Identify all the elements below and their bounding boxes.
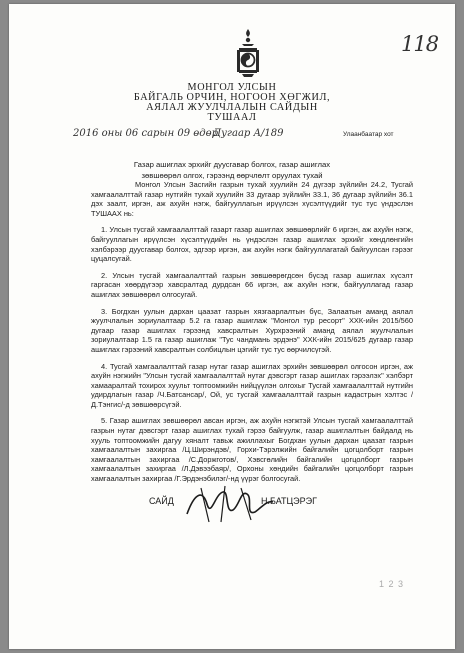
header-country: МОНГОЛ УЛСЫН [187,82,277,93]
soyombo-emblem-icon [233,28,263,78]
order-date: 2016 оны 06 сарын 09 өдөр [73,128,219,139]
signer-title: САЙД [149,496,174,506]
clause-3: 3. Богдхан уулын дархан цаазат газрын хязгаарлалтын бүс, Залаатын аманд аялал жуулчлалын зориулалтаар 5.2 га газар ашиглаж "Монгол тур ресорт" ХХК-ийн 2015/560 дугаар газар ашиглах гэрээнд хавсралтын Хурхрээний аманд аялал жуулчлалын зориулалтаар 1.5 га газар ашиглаж "Тус чандмань эрдэнэ" ХХК-ийн 2015/625 дугаар газар ашиглах гэрээний хавсралтын солбицлын цэгийг тус тус өөрчилсүгэй. [91,306,413,354]
preamble-paragraph: Монгол Улсын Засгийн газрын тухай хуулийн 24 дүгээр зүйлийн 24.2, Тусгай хамгаалалттай газар нутгийн тухай хуулийн 33 дугаар зүйлийн 33.1, 36 дугаар зүйлийн 36.1 дэх заалт, иргэн, аж ахуйн нэгж, байгууллагын ирүүлсэн хүсэлтүүдийг тус тус үндэслэн ТУШААХ нь: [91,180,413,218]
signer-name: Н.БАТЦЭРЭГ [261,496,317,506]
order-number: Дугаар А/189 [213,128,284,139]
header-ministry-line-1: БАЙГАЛЬ ОРЧИН, НОГООН ХӨГЖИЛ, [133,92,331,103]
header-document-type: ТУШААЛ [207,112,257,123]
handwritten-page-number: 118 [401,32,439,56]
order-body [91,180,413,491]
subject-line-2: зөвшөөрөл олгох, гэрээнд өөрчлөлт оруулах тухай [141,170,323,180]
signature-block [9,490,455,520]
document-page [9,4,455,649]
clause-5: 5. Газар ашиглах зөвшөөрөл авсан иргэн, аж ахуйн нэгжтэй Улсын тусгай хамгаалалттай газрын нутаг дэвсгэрт газар ашиглах тухай гэрээ байгуулж, газар ашиглалтын байдалд нь хууль топтоомжийн дагуу хяналт тавьж ажиллахыг Богдхан уулын дархан цаазат газрын хамгаалалтын захиргаа /Ц.Ширэндэв/, Горхи-Тэрэлжийн байгалийн цогцолборт газрын хамгаалалтын захиргаа /С.Доржготов/, Хэвсгөлийн байгалийн цогцолборт газрын хамгаалалтын захиргаа /Л.Дэвээбаяр/, Орхоны хөндийн байгалийн цогцолборт газрын хамгаалалтын захиргаа /Г.Эрдэнэбилэг/-нд үүрэг болгосугай. [91,416,413,484]
clause-2: 2. Улсын тусгай хамгаалалттай газрын зөвшөөрөгдсөн бүсэд газар ашиглах хүсэлт гаргасан хөөрдүгээр хавсралтад дурдсан 66 иргэн, аж ахуйн нэгж, байгууллагад газар ашиглах зөвшөөрөл олгосугай. [91,270,413,299]
date-number-line [9,128,455,144]
clause-4: 4. Тусгай хамгаалалттай газар нутаг газар ашиглах эрхийн зөвшөөрөл олгосон иргэн, аж ахуйн нэгжийн "Улсын тусгай хамгаалалттай нутаг дэвсгэрт газар ашиглах гэрээлэх" хэлбэрт хамааралтай тохирох хуульт топтоомжийн нийцүүлэн олгохыг Тусгай хамгаалалттай нутгийн удирдлагын газар /Ч.Батсансар/, Ой, ус тусгай хамгаалалттай газрын кадастрын хэлтэс /Д.Тэнгис/-д зөвшөөрсүгэй. [91,361,413,409]
stamp-mark: 1 2 3 [379,579,405,589]
header-ministry-line-2: АЯЛАЛ ЖУУЛЧЛАЛЫН САЙДЫН [146,102,318,113]
subject-line-1: Газар ашиглах эрхийг дуусгавар болгох, газар ашиглах [133,160,331,169]
order-subject [9,160,455,181]
clause-1: 1. Улсын тусгай хамгаалалттай газарт газар ашиглах зөвшөөрлийг 6 иргэн, аж ахуйн нэгж, байгууллагын ирүүлсэн хүсэлтүүдийн нь үндэслэн газар ашиглах эрхийг хөндлөнгийн хэлбэрээр дуусгавар болгох, эдгээр иргэн, аж ахуйн нэгж байгууллагатай байгуулсан гэрээг цуцалсугай. [91,225,413,264]
order-place: Улаанбаатар хот [343,131,394,138]
